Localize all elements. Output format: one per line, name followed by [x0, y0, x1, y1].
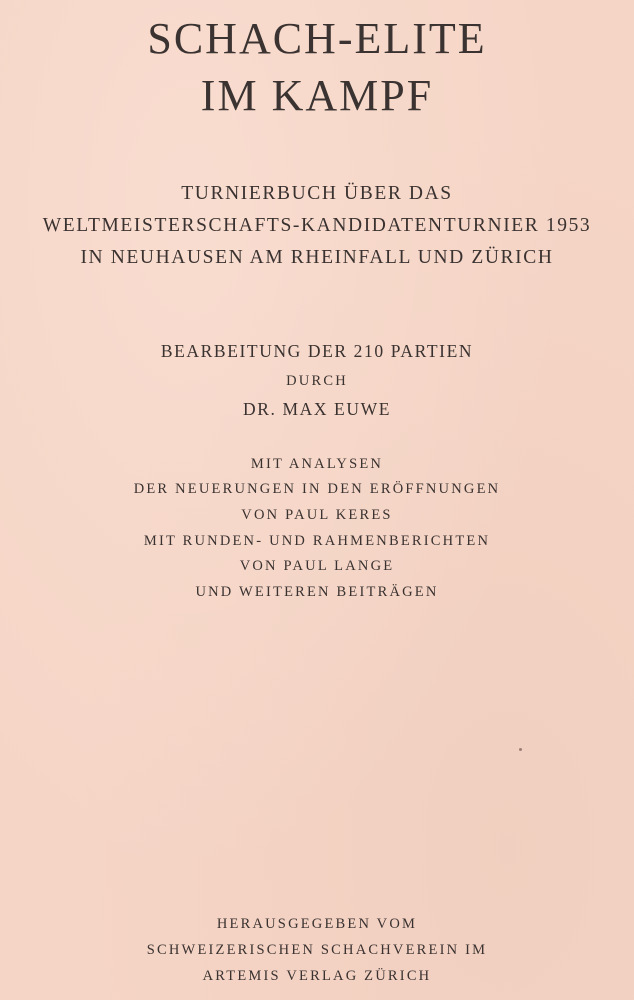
publisher-line-1: HERAUSGEGEBEN VOM	[216, 916, 418, 932]
publisher-line-2: SCHWEIZERISCHEN SCHACHVEREIN IM	[146, 942, 488, 958]
subtitle-line-1: TURNIERBUCH ÜBER DAS	[181, 183, 453, 204]
contributions-line-4: MIT RUNDEN- UND RAHMENBERICHTEN	[143, 533, 491, 549]
contributions-line-5: VON PAUL LANGE	[239, 558, 395, 574]
contributions-line-1: MIT ANALYSEN	[250, 456, 384, 472]
editor-name: DR. MAX EUWE	[242, 399, 391, 419]
subtitle-line-2: WELTMEISTERSCHAFTS-KANDIDATENTURNIER 1953	[42, 215, 592, 236]
subtitle-line-3: IN NEUHAUSEN AM RHEINFALL UND ZÜRICH	[80, 247, 554, 268]
contributions-line-2: DER NEUERUNGEN IN DEN ERÖFFNUNGEN	[133, 481, 501, 497]
contributions-line-3: VON PAUL KERES	[241, 507, 393, 523]
paper-speck	[519, 748, 522, 751]
editor-line-1: BEARBEITUNG DER 210 PARTIEN	[160, 341, 474, 361]
book-title-line-1: SCHACH-ELITE	[147, 14, 487, 63]
contributions-line-6: UND WEITEREN BEITRÄGEN	[195, 584, 439, 600]
editor-line-2: DURCH	[286, 373, 348, 389]
publisher-line-3: ARTEMIS VERLAG ZÜRICH	[202, 968, 432, 984]
book-title-line-2: IM KAMPF	[200, 71, 434, 120]
